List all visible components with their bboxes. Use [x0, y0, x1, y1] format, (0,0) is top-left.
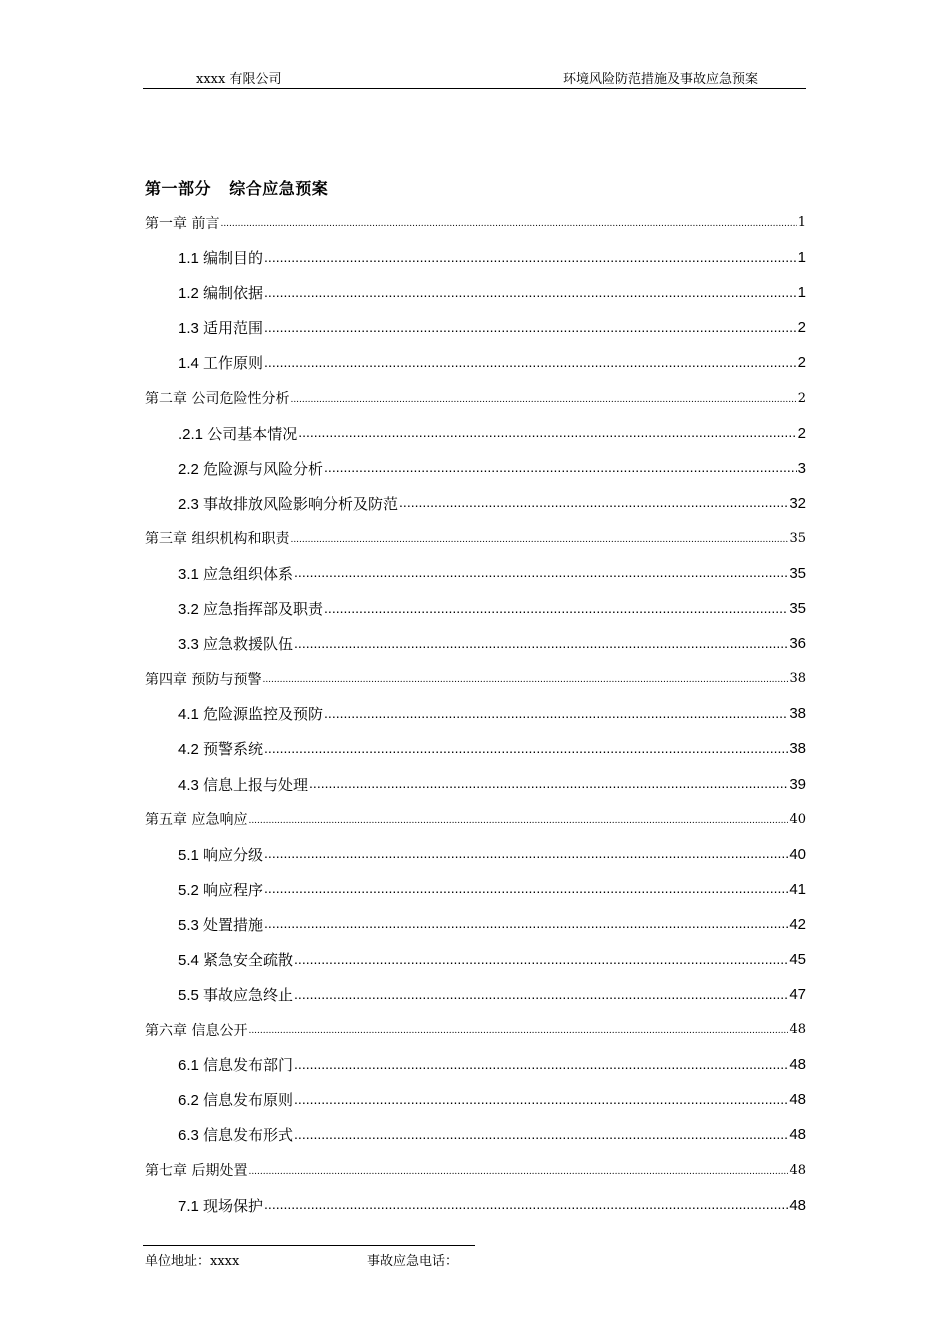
toc-entry-title: 第三章 组织机构和职责 — [145, 531, 290, 548]
toc-entry-title: 第七章 后期处置 — [145, 1163, 248, 1180]
toc-page-number: 38 — [789, 705, 806, 723]
toc-section-number: 5.5 — [178, 987, 199, 1005]
toc-entry-title — [178, 879, 263, 900]
toc-dot-leader — [294, 1091, 788, 1105]
toc-section-label: 信息发布形式 — [203, 1126, 294, 1145]
toc-section-entry[interactable] — [145, 907, 806, 942]
toc-dot-leader — [248, 1167, 788, 1176]
toc-entry-title — [178, 458, 323, 479]
toc-section-number: 5.2 — [178, 881, 199, 899]
toc-section-entry[interactable] — [145, 837, 806, 872]
toc-section-label: 处置措施 — [203, 915, 264, 934]
toc-dot-leader — [324, 459, 797, 473]
toc-entry-title — [178, 1195, 263, 1216]
toc-section-label: 信息上报与处理 — [203, 775, 309, 794]
toc-page-number: 1 — [797, 249, 806, 267]
toc-section-entry[interactable] — [145, 977, 806, 1012]
toc-section-entry[interactable] — [145, 731, 806, 766]
toc-chapter-entry[interactable] — [145, 205, 806, 240]
toc-section-label: 应急救援队伍 — [203, 635, 294, 654]
toc-page-number: 35 — [789, 564, 806, 582]
toc-section-number: 1.1 — [178, 250, 199, 268]
toc-page-number: 2 — [797, 424, 806, 442]
toc-dot-leader — [264, 354, 797, 368]
toc-section-label: 预警系统 — [203, 740, 264, 759]
toc-section-label: 信息发布部门 — [203, 1056, 294, 1075]
toc-page-number: 35 — [789, 530, 806, 546]
toc-section-label: 事故排放风险影响分析及防范 — [203, 494, 399, 513]
toc-chapter-entry[interactable] — [145, 802, 806, 837]
toc-section-label: 现场保护 — [203, 1196, 264, 1215]
toc-dot-leader — [294, 951, 788, 965]
toc-entry-title: 第四章 预防与预警 — [145, 671, 262, 688]
toc-section-number: 5.3 — [178, 916, 199, 934]
toc-entry-title — [178, 774, 308, 795]
toc-entry-title — [178, 563, 293, 584]
toc-page-number: 45 — [789, 951, 806, 969]
toc-section-number: 3.3 — [178, 636, 199, 654]
toc-section-number: 1.4 — [178, 355, 199, 373]
toc-section-number: 6.1 — [178, 1057, 199, 1075]
toc-page-number: 47 — [789, 986, 806, 1004]
header-company: xxxx 有限公司 — [196, 72, 282, 87]
toc-dot-leader — [399, 494, 788, 508]
toc-entry-title — [178, 1124, 293, 1145]
toc-entry-title — [178, 703, 323, 724]
toc-page-number: 3 — [797, 459, 806, 477]
toc-section-number: 6.3 — [178, 1127, 199, 1145]
toc-entry-title — [178, 1054, 293, 1075]
toc-dot-leader — [264, 1196, 788, 1210]
toc-section-entry[interactable] — [145, 1117, 806, 1152]
toc-entry-title: 第五章 应急响应 — [145, 812, 248, 829]
toc-chapter-entry[interactable] — [145, 380, 806, 415]
toc-section-number: 5.4 — [178, 952, 199, 970]
toc-section-label: 信息发布原则 — [203, 1091, 294, 1110]
toc-entry-title: 第二章 公司危险性分析 — [145, 391, 290, 408]
table-of-contents — [145, 205, 806, 1223]
toc-entry-title: 第一章 前言 — [145, 215, 220, 232]
toc-dot-leader — [309, 775, 788, 789]
toc-entry-title — [178, 949, 293, 970]
toc-dot-leader — [294, 986, 788, 1000]
toc-section-entry[interactable] — [145, 451, 806, 486]
toc-section-number: 7.1 — [178, 1197, 199, 1215]
toc-section-number: 6.2 — [178, 1092, 199, 1110]
toc-dot-leader — [290, 395, 796, 404]
toc-dot-leader — [294, 1056, 788, 1070]
toc-page-number: 41 — [789, 880, 806, 898]
footer-address: 单位地址：xxxx — [145, 1254, 240, 1269]
toc-dot-leader — [298, 424, 796, 438]
toc-entry-title — [178, 247, 263, 268]
toc-section-label: 应急组织体系 — [203, 564, 294, 583]
toc-entry-title — [178, 633, 293, 654]
toc-entry-title — [178, 914, 263, 935]
toc-section-entry[interactable] — [145, 696, 806, 731]
toc-chapter-entry[interactable] — [145, 1012, 806, 1047]
toc-page-number: 39 — [789, 775, 806, 793]
toc-section-label: 紧急安全疏散 — [203, 951, 294, 970]
toc-section-entry[interactable] — [145, 872, 806, 907]
toc-dot-leader — [248, 816, 788, 825]
toc-page-number: 48 — [789, 1196, 806, 1214]
toc-section-number: 5.1 — [178, 846, 199, 864]
toc-dot-leader — [324, 705, 788, 719]
part-title: 第一部分 综合应急预案 — [145, 179, 329, 198]
toc-page-number: 48 — [789, 1126, 806, 1144]
toc-section-entry[interactable] — [145, 310, 806, 345]
toc-page-number: 2 — [797, 390, 806, 406]
toc-entry-title — [178, 598, 323, 619]
toc-dot-leader — [264, 319, 797, 333]
toc-section-number: 2.3 — [178, 495, 199, 513]
toc-section-number: 3.1 — [178, 565, 199, 583]
toc-page-number: 48 — [789, 1022, 806, 1038]
toc-section-entry[interactable] — [145, 591, 806, 626]
toc-section-number: 1.2 — [178, 285, 199, 303]
toc-entry-title — [178, 282, 263, 303]
toc-dot-leader — [264, 845, 788, 859]
toc-section-label: 事故应急终止 — [203, 986, 294, 1005]
toc-section-label: 响应程序 — [203, 880, 264, 899]
toc-page-number: 1 — [797, 284, 806, 302]
toc-chapter-entry[interactable] — [145, 521, 806, 556]
toc-section-label: 响应分级 — [203, 845, 264, 864]
toc-dot-leader — [264, 740, 788, 754]
toc-dot-leader — [220, 219, 796, 228]
toc-entry-title — [178, 352, 263, 373]
toc-section-entry[interactable] — [145, 1188, 806, 1223]
toc-page-number: 2 — [797, 319, 806, 337]
toc-section-number: .2.1 — [178, 425, 204, 443]
footer-phone: 事故应急电话： — [367, 1254, 459, 1269]
toc-page-number: 1 — [797, 215, 806, 231]
toc-dot-leader — [290, 535, 788, 544]
toc-page-number: 36 — [789, 635, 806, 653]
toc-section-entry[interactable] — [145, 416, 806, 451]
toc-dot-leader — [248, 1026, 788, 1035]
toc-page-number: 48 — [789, 1091, 806, 1109]
toc-section-entry[interactable] — [145, 275, 806, 310]
toc-dot-leader — [294, 635, 788, 649]
toc-page-number: 40 — [789, 811, 806, 827]
toc-section-label: 公司基本情况 — [207, 424, 298, 443]
toc-section-label: 适用范围 — [203, 319, 264, 338]
toc-dot-leader — [264, 249, 797, 263]
toc-section-entry[interactable] — [145, 240, 806, 275]
page-header — [143, 66, 806, 89]
toc-dot-leader — [262, 675, 788, 684]
footer-rule — [143, 1245, 475, 1246]
toc-section-entry[interactable] — [145, 556, 806, 591]
toc-page-number: 38 — [789, 740, 806, 758]
toc-section-entry[interactable] — [145, 767, 806, 802]
toc-page-number: 48 — [789, 1056, 806, 1074]
toc-page-number: 48 — [789, 1162, 806, 1178]
toc-section-label: 应急指挥部及职责 — [203, 600, 324, 619]
toc-entry-title — [178, 423, 297, 444]
toc-section-entry[interactable] — [145, 345, 806, 380]
toc-section-label: 编制依据 — [203, 284, 264, 303]
toc-section-number: 1.3 — [178, 320, 199, 338]
toc-section-number: 4.2 — [178, 741, 199, 759]
toc-chapter-entry[interactable] — [145, 1153, 806, 1188]
toc-entry-title — [178, 738, 263, 759]
toc-entry-title — [178, 984, 293, 1005]
toc-section-label: 危险源监控及预防 — [203, 705, 324, 724]
toc-section-number: 4.1 — [178, 706, 199, 724]
toc-chapter-entry[interactable] — [145, 661, 806, 696]
toc-entry-title — [178, 493, 398, 514]
toc-section-entry[interactable] — [145, 1082, 806, 1117]
toc-page-number: 42 — [789, 915, 806, 933]
toc-section-label: 危险源与风险分析 — [203, 459, 324, 478]
toc-dot-leader — [294, 564, 788, 578]
toc-section-entry[interactable] — [145, 626, 806, 661]
header-doc-title: 环境风险防范措施及事故应急预案 — [562, 72, 758, 87]
toc-entry-title — [178, 844, 263, 865]
toc-page-number: 35 — [789, 600, 806, 618]
toc-section-entry[interactable] — [145, 942, 806, 977]
toc-section-number: 3.2 — [178, 601, 199, 619]
toc-dot-leader — [294, 1126, 788, 1140]
toc-section-entry[interactable] — [145, 486, 806, 521]
toc-entry-title — [178, 1089, 293, 1110]
toc-dot-leader — [264, 284, 797, 298]
toc-section-entry[interactable] — [145, 1047, 806, 1082]
toc-page-number: 40 — [789, 845, 806, 863]
toc-section-number: 4.3 — [178, 776, 199, 794]
toc-entry-title — [178, 317, 263, 338]
toc-dot-leader — [264, 915, 788, 929]
toc-dot-leader — [264, 880, 788, 894]
toc-page-number: 38 — [789, 671, 806, 687]
toc-section-label: 工作原则 — [203, 354, 264, 373]
toc-section-label: 编制目的 — [203, 249, 264, 268]
toc-dot-leader — [324, 600, 788, 614]
toc-entry-title: 第六章 信息公开 — [145, 1022, 248, 1039]
toc-page-number: 32 — [789, 494, 806, 512]
toc-section-number: 2.2 — [178, 460, 199, 478]
toc-page-number: 2 — [797, 354, 806, 372]
